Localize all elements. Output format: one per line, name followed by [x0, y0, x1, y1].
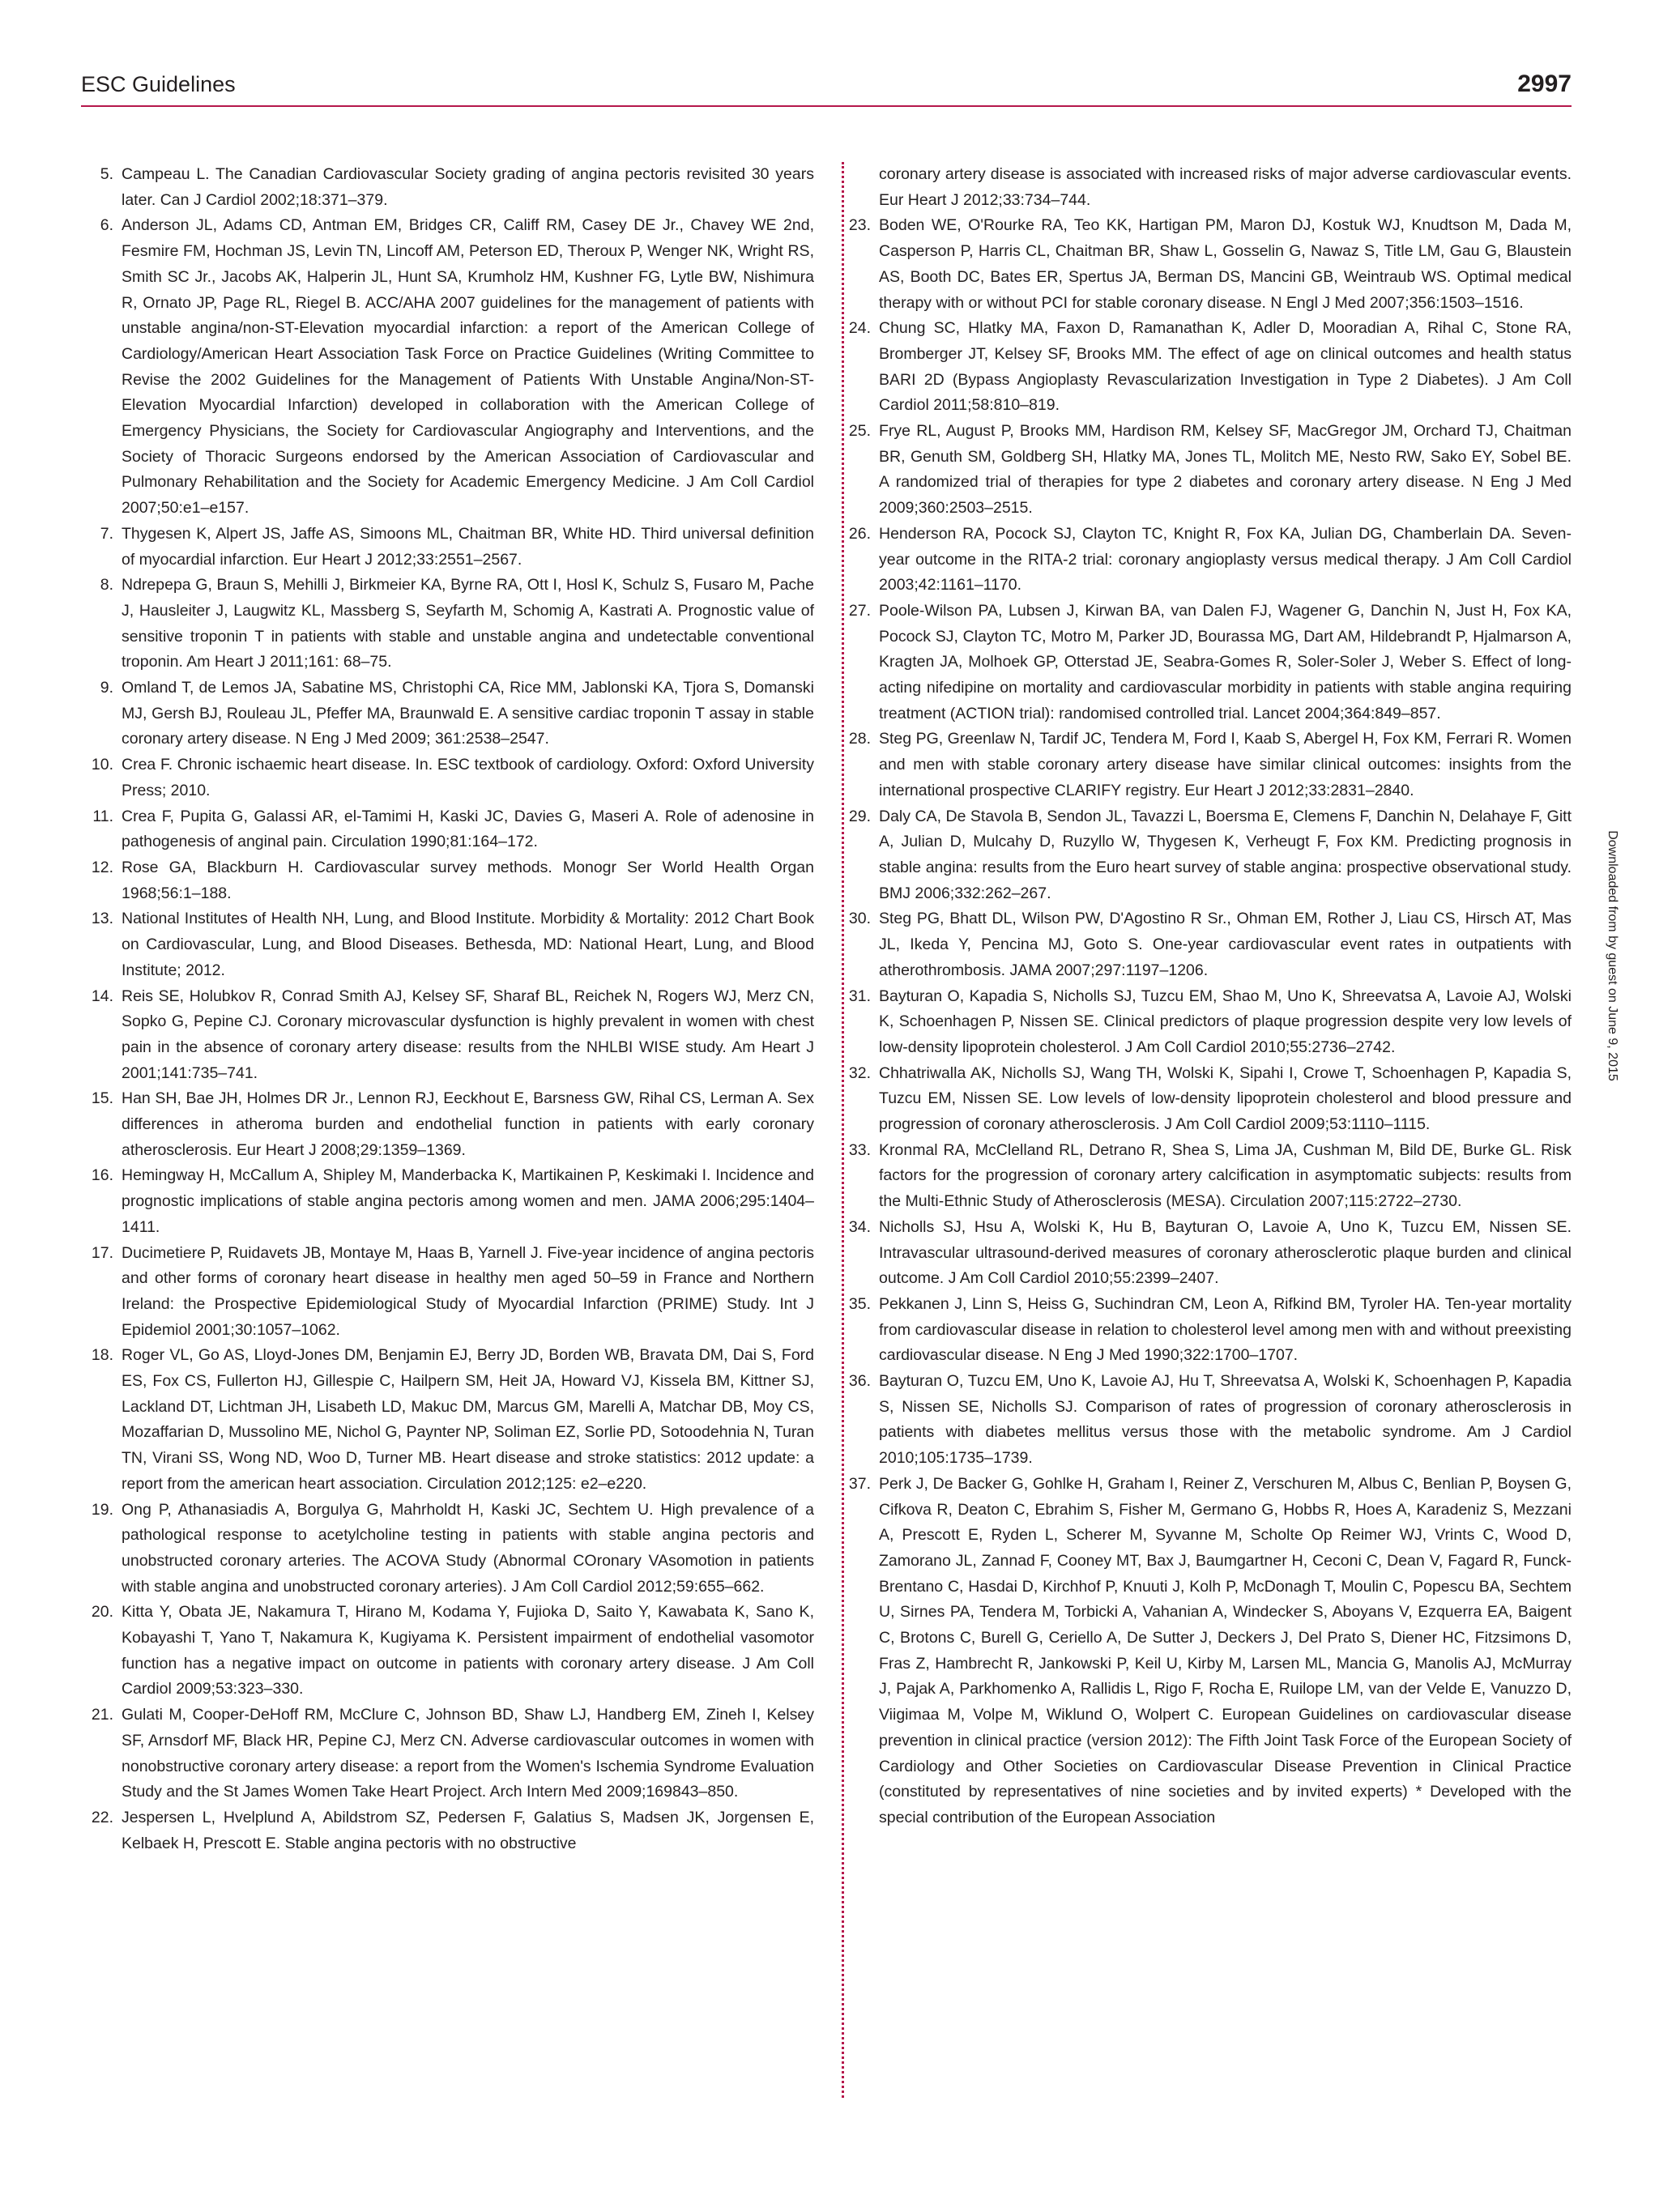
reference-number: 25. — [848, 422, 871, 441]
reference-number: 31. — [848, 987, 871, 1005]
reference-number: 28. — [848, 730, 871, 748]
reference-text: Crea F, Pupita G, Galassi AR, el-Tamimi H, Kaski JC, Davies G, Maseri A. Role of adenosine in pathogenesis of anginal pain. Circulation 1990;81:164–172. — [122, 807, 814, 851]
reference-item — [838, 1292, 1572, 1369]
reference-item — [81, 1498, 814, 1600]
reference-item — [838, 522, 1572, 599]
reference-number: 33. — [848, 1140, 871, 1159]
reference-number: 13. — [91, 910, 113, 928]
reference-item — [81, 573, 814, 676]
reference-text: Chhatriwalla AK, Nicholls SJ, Wang TH, Wolski K, Sipahi I, Crowe T, Schoenhagen P, Kapadia S, Tuzcu EM, Nissen SE. Low levels of low-density lipoprotein cholesterol and blood pressure and progression of coronary atherosclerosis. J Am Coll Cardiol 2009;53:1110–1115. — [879, 1063, 1572, 1134]
reference-number: 29. — [848, 807, 871, 825]
reference-number: 37. — [848, 1474, 871, 1493]
reference-number: 34. — [848, 1217, 871, 1236]
reference-item — [838, 1138, 1572, 1215]
reference-item — [838, 599, 1572, 727]
reference-number: 20. — [91, 1603, 113, 1622]
reference-item — [838, 1215, 1572, 1292]
reference-number: 16. — [91, 1166, 113, 1185]
reference-text: Ducimetiere P, Ruidavets JB, Montaye M, Haas B, Yarnell J. Five-year incidence of angina pectoris and other forms of coronary heart disease in healthy men aged 50–59 in France and Northern Ireland: the Prospective Epidemiological Study of Myocardial Infarction (PRIME) Study. Int J Epidemiol 2001;30:1057–1062. — [122, 1243, 814, 1339]
reference-text: Pekkanen J, Linn S, Heiss G, Suchindran CM, Leon A, Rifkind BM, Tyroler HA. Ten-year mortality from cardiovascular disease in relation to cholesterol level among men with and without preexisting cardiovascular disease. N Eng J Med 1990;322:1700–1707. — [879, 1294, 1572, 1365]
reference-text: Bayturan O, Kapadia S, Nicholls SJ, Tuzcu EM, Shao M, Uno K, Shreevatsa A, Lavoie AJ, Wolski K, Schoenhagen P, Nissen SE. Clinical predictors of plaque progression despite very low levels of low-density lipoprotein cholesterol. J Am Coll Cardiol 2010;55:2736–2742. — [879, 987, 1572, 1056]
reference-text: Boden WE, O'Rourke RA, Teo KK, Hartigan PM, Maron DJ, Kostuk WJ, Knudtson M, Dada M, Casperson P, Harris CL, Chaitman BR, Shaw L, Gosselin G, Nawaz S, Title LM, Gau G, Blaustein AS, Booth DC, Bates ER, Spertus JA, Berman DS, Mancini GB, Weintraub WS. Optimal medical therapy with or without PCI for stable coronary disease. N Engl J Med 2007;356:1503–1516. — [879, 216, 1572, 312]
reference-item — [81, 1703, 814, 1805]
reference-number: 12. — [91, 858, 113, 876]
reference-number: 21. — [91, 1706, 113, 1724]
reference-number: 30. — [848, 910, 871, 928]
reference-number: 11. — [92, 807, 113, 825]
reference-number: 32. — [848, 1063, 871, 1082]
reference-list-left — [81, 162, 814, 1856]
reference-item — [838, 906, 1572, 983]
reference-item — [838, 984, 1572, 1061]
reference-item — [838, 419, 1572, 522]
reference-item — [81, 906, 814, 983]
reference-item — [838, 1369, 1572, 1472]
reference-item — [81, 676, 814, 752]
reference-column-right — [838, 162, 1572, 1831]
reference-text: Kitta Y, Obata JE, Nakamura T, Hirano M, Kodama Y, Fujioka D, Saito Y, Kawabata K, Sano K, Kobayashi T, Yano T, Nakamura K, Kugiyama K. Persistent impairment of endothelial vasomotor function has a negative impact on outcome in patients with coronary artery disease. J Am Coll Cardiol 2009;53:323–330. — [122, 1603, 814, 1698]
reference-number: 18. — [91, 1346, 113, 1365]
download-watermark: Downloaded from by guest on June 9, 2015 — [1606, 830, 1619, 1081]
reference-item — [838, 1061, 1572, 1138]
running-title: ESC Guidelines — [81, 72, 236, 96]
reference-number: 14. — [91, 987, 113, 1005]
reference-item — [81, 162, 814, 213]
reference-text: Kronmal RA, McClelland RL, Detrano R, Shea S, Lima JA, Cushman M, Bild DE, Burke GL. Risk factors for the progression of coronary artery calcification in asymptomatic subjects: results from the Multi-Ethnic Study of Atherosclerosis (MESA). Circulation 2007;115:2722–2730. — [879, 1140, 1572, 1211]
reference-number: 22. — [91, 1809, 113, 1826]
reference-text: Jespersen L, Hvelplund A, Abildstrom SZ, Pedersen F, Galatius S, Madsen JK, Jorgensen E, Kelbaek H, Prescott E. Stable angina pectoris with no obstructive — [122, 1809, 814, 1852]
reference-item — [81, 1086, 814, 1163]
reference-number: 24. — [848, 319, 871, 338]
reference-text: Henderson RA, Pocock SJ, Clayton TC, Knight R, Fox KA, Julian DG, Chamberlain DA. Seven-year outcome in the RITA-2 trial: coronary angioplasty versus medical therapy. J Am Coll Cardiol 2003;42:1161–1170. — [879, 524, 1572, 595]
reference-text: Steg PG, Greenlaw N, Tardif JC, Tendera M, Ford I, Kaab S, Abergel H, Fox KM, Ferrari R. Women and men with stable coronary artery disease have similar clinical outcomes: insights from the international prospective CLARIFY registry. Eur Heart J 2012;33:2831–2840. — [879, 730, 1572, 799]
reference-number: 8. — [100, 576, 113, 595]
reference-text: Omland T, de Lemos JA, Sabatine MS, Christophi CA, Rice MM, Jablonski KA, Tjora S, Domanski MJ, Gersh BJ, Rouleau JL, Pfeffer MA, Braunwald E. A sensitive cardiac troponin T assay in stable coronary artery disease. N Eng J Med 2009; 361:2538–2547. — [122, 679, 814, 748]
reference-list-right — [838, 162, 1572, 1831]
reference-number: 9. — [100, 679, 113, 697]
reference-item — [81, 213, 814, 521]
reference-item — [81, 855, 814, 906]
reference-text: Han SH, Bae JH, Holmes DR Jr., Lennon RJ, Eeckhout E, Barsness GW, Rihal CS, Lerman A. Sex differences in atheroma burden and endothelial function in patients with early coronary atherosclerosis. Eur Heart J 2008;29:1359–1369. — [122, 1089, 814, 1159]
reference-item — [81, 522, 814, 573]
reference-text: Ndrepepa G, Braun S, Mehilli J, Birkmeier KA, Byrne RA, Ott I, Hosl K, Schulz S, Fusaro M, Pache J, Hausleiter J, Laugwitz KL, Massberg S, Seyfarth M, Schomig A, Kastrati A. Prognostic value of sensitive troponin T in patients with stable and unstable angina and undetectable conventional troponin. Am Heart J 2011;161: 68–75. — [122, 576, 814, 671]
reference-item — [838, 804, 1572, 907]
page-number: 2997 — [1517, 70, 1572, 97]
reference-number: 15. — [91, 1089, 113, 1108]
reference-item — [81, 752, 814, 803]
reference-number: 35. — [848, 1294, 871, 1313]
reference-text: coronary artery disease is associated with increased risks of major adverse cardiovascular events. Eur Heart J 2012;33:734–744. — [879, 165, 1572, 209]
reference-text: Roger VL, Go AS, Lloyd-Jones DM, Benjamin EJ, Berry JD, Borden WB, Bravata DM, Dai S, Ford ES, Fox CS, Fullerton HJ, Gillespie C, Hailpern SM, Heit JA, Howard VJ, Kissela BM, Kittner SJ, Lackland DT, Lichtman JH, Lisabeth LD, Makuc DM, Marcus GM, Marelli A, Matchar DB, Moy CS, Mozaffarian D, Mussolino ME, Nichol G, Paynter NP, Soliman EZ, Sorlie PD, Sotoodehnia N, Turan TN, Virani SS, Wong ND, Woo D, Turner MB. Heart disease and stroke statistics: 2012 update: a report from the american heart association. Circulation 2012;125: e2–e220. — [122, 1346, 814, 1493]
reference-text: National Institutes of Health NH, Lung, and Blood Institute. Morbidity & Mortality: 2012 Chart Book on Cardiovascular, Lung, and Blood Diseases. Bethesda, MD: National Heart, Lung, and Blood Institute; 2012. — [122, 910, 814, 979]
reference-text: Bayturan O, Tuzcu EM, Uno K, Lavoie AJ, Hu T, Shreevatsa A, Wolski K, Schoenhagen P, Kapadia S, Nissen SE, Nicholls SJ. Comparison of rates of progression of coronary atherosclerosis in patients with diabetes mellitus versus those with the metabolic syndrome. Am J Cardiol 2010;105:1735–1739. — [879, 1372, 1572, 1468]
reference-text: Anderson JL, Adams CD, Antman EM, Bridges CR, Califf RM, Casey DE Jr., Chavey WE 2nd, Fesmire FM, Hochman JS, Levin TN, Lincoff AM, Peterson ED, Theroux P, Wenger NK, Wright RS, Smith SC Jr., Jacobs AK, Halperin JL, Hunt SA, Krumholz HM, Kushner FG, Lytle BW, Nishimura R, Ornato JP, Page RL, Riegel B. ACC/AHA 2007 guidelines for the management of patients with unstable angina/non-ST-Elevation myocardial infarction: a report of the American College of Cardiology/American Heart Association Task Force on Practice Guidelines (Writing Committee to Revise the 2002 Guidelines for the Management of Patients With Unstable Angina/Non-ST-Elevation Myocardial Infarction) developed in collaboration with the American College of Emergency Physicians, the Society for Cardiovascular Angiography and Interventions, and the Society of Thoracic Surgeons endorsed by the American Association of Cardiovascular and Pulmonary Rehabilitation and the Society for Academic Emergency Medicine. J Am Coll Cardiol 2007;50:e1–e157. — [122, 216, 814, 518]
reference-text: Poole-Wilson PA, Lubsen J, Kirwan BA, van Dalen FJ, Wagener G, Danchin N, Just H, Fox KA, Pocock SJ, Clayton TC, Motro M, Parker JD, Bourassa MG, Dart AM, Hildebrandt P, Hjalmarson A, Kragten JA, Molhoek GP, Otterstad JE, Seabra-Gomes R, Soler-Soler J, Weber S. Effect of long-acting nifedipine on mortality and cardiovascular morbidity in patients with stable angina requiring treatment (ACTION trial): randomised controlled trial. Lancet 2004;364:849–857. — [879, 601, 1572, 722]
reference-number: 23. — [848, 216, 871, 235]
reference-item — [838, 213, 1572, 316]
reference-column-left — [81, 162, 814, 1856]
reference-number: 27. — [848, 601, 871, 620]
reference-text: Perk J, De Backer G, Gohlke H, Graham I, Reiner Z, Verschuren M, Albus C, Benlian P, Boysen G, Cifkova R, Deaton C, Ebrahim S, Fisher M, Germano G, Hobbs R, Hoes A, Karadeniz S, Mezzani A, Prescott E, Ryden L, Scherer M, Syvanne M, Scholte Op Reimer WJ, Vrints C, Wood D, Zamorano JL, Zannad F, Cooney MT, Bax J, Baumgartner H, Ceconi C, Dean V, Fagard R, Funck-Brentano C, Hasdai D, Kirchhof P, Knuuti J, Kolh P, McDonagh T, Moulin C, Popescu BA, Sechtem U, Sirnes PA, Tendera M, Torbicki A, Vahanian A, Windecker S, Aboyans V, Ezquerra EA, Baigent C, Brotons C, Burell G, Ceriello A, De Sutter J, Deckers J, Del Prato S, Diener HC, Fitzsimons D, Fras Z, Hambrecht R, Jankowski P, Keil U, Kirby M, Larsen ML, Mancia G, Manolis AJ, McMurray J, Pajak A, Parkhomenko A, Rallidis L, Rigo F, Rocha E, Ruilope LM, van der Velde E, Vanuzzo D, Viigimaa M, Volpe M, Wiklund O, Wolpert C. European Guidelines on cardiovascular disease prevention in clinical practice (version 2012): The Fifth Joint Task Force of the European Society of Cardiology and Other Societies on Cardiovascular Disease Prevention in Clinical Practice (constituted by representatives of nine societies and by invited experts) * Developed with the special contribution of the European Association — [879, 1474, 1572, 1826]
reference-text: Campeau L. The Canadian Cardiovascular Society grading of angina pectoris revisited 30 years later. Can J Cardiol 2002;18:371–379. — [122, 165, 814, 209]
reference-item — [81, 1163, 814, 1240]
page-header — [81, 66, 1572, 102]
header-rule — [81, 105, 1572, 107]
reference-text: Chung SC, Hlatky MA, Faxon D, Ramanathan K, Adler D, Mooradian A, Rihal C, Stone RA, Bromberger JT, Kelsey SF, Brooks MM. The effect of age on clinical outcomes and health status BARI 2D (Bypass Angioplasty Revascularization Investigation in Type 2 Diabetes). J Am Coll Cardiol 2011;58:810–819. — [879, 319, 1572, 415]
reference-item — [81, 1805, 814, 1856]
reference-item — [81, 804, 814, 855]
reference-text: Daly CA, De Stavola B, Sendon JL, Tavazzi L, Boersma E, Clemens F, Danchin N, Delahaye F, Gitt A, Julian D, Mulcahy D, Ruzyllo W, Thygesen K, Verheugt F, Fox KM. Predicting prognosis in stable angina: results from the Euro heart survey of stable angina: prospective observational study. BMJ 2006;332:262–267. — [879, 807, 1572, 902]
reference-number: 7. — [100, 524, 113, 543]
reference-text: Hemingway H, McCallum A, Shipley M, Manderbacka K, Martikainen P, Keskimaki I. Incidence and prognostic implications of stable angina pectoris among women and men. JAMA 2006;295:1404–1411. — [122, 1166, 814, 1236]
reference-number: 17. — [91, 1243, 113, 1262]
reference-text: Ong P, Athanasiadis A, Borgulya G, Mahrholdt H, Kaski JC, Sechtem U. High prevalence of a pathological response to acetylcholine testing in patients with stable angina pectoris and unobstructed coronary arteries. The ACOVA Study (Abnormal COronary VAsomotion in patients with stable angina and unobstructed coronary arteries). J Am Coll Cardiol 2012;59:655–662. — [122, 1500, 814, 1596]
reference-item — [81, 984, 814, 1087]
reference-number: 19. — [91, 1500, 113, 1519]
reference-number: 5. — [100, 165, 113, 183]
reference-text: Crea F. Chronic ischaemic heart disease. In. ESC textbook of cardiology. Oxford: Oxford University Press; 2010. — [122, 756, 814, 799]
reference-item — [81, 1241, 814, 1344]
reference-number: 6. — [100, 216, 113, 235]
reference-text: Rose GA, Blackburn H. Cardiovascular survey methods. Monogr Ser World Health Organ 1968;56:1–188. — [122, 858, 814, 902]
reference-text: Nicholls SJ, Hsu A, Wolski K, Hu B, Bayturan O, Lavoie A, Uno K, Tuzcu EM, Nissen SE. Intravascular ultrasound-derived measures of coronary atherosclerotic plaque burden and clinical outcome. J Am Coll Cardiol 2010;55:2399–2407. — [879, 1217, 1572, 1288]
reference-number: 10. — [91, 756, 113, 774]
reference-text: Gulati M, Cooper-DeHoff RM, McClure C, Johnson BD, Shaw LJ, Handberg EM, Zineh I, Kelsey SF, Arnsdorf MF, Black HR, Pepine CJ, Merz CN. Adverse cardiovascular outcomes in women with nonobstructive coronary artery disease: a report from the Women's Ischemia Syndrome Evaluation Study and the St James Women Take Heart Project. Arch Intern Med 2009;169843–850. — [122, 1706, 814, 1801]
reference-item — [81, 1600, 814, 1703]
reference-item — [838, 316, 1572, 419]
reference-text: Frye RL, August P, Brooks MM, Hardison RM, Kelsey SF, MacGregor JM, Orchard TJ, Chaitman BR, Genuth SM, Goldberg SH, Hlatky MA, Jones TL, Molitch ME, Nesto RW, Sako EY, Sobel BE. A randomized trial of therapies for type 2 diabetes and coronary artery disease. N Eng J Med 2009;360:2503–2515. — [879, 422, 1572, 518]
reference-text: Reis SE, Holubkov R, Conrad Smith AJ, Kelsey SF, Sharaf BL, Reichek N, Rogers WJ, Merz CN, Sopko G, Pepine CJ. Coronary microvascular dysfunction is highly prevalent in women with chest pain in the absence of coronary artery disease: results from the NHLBI WISE study. Am Heart J 2001;141:735–741. — [122, 987, 814, 1082]
reference-number: 36. — [848, 1372, 871, 1391]
reference-item — [838, 1472, 1572, 1831]
reference-number: 26. — [848, 524, 871, 543]
reference-text: Steg PG, Bhatt DL, Wilson PW, D'Agostino R Sr., Ohman EM, Rother J, Liau CS, Hirsch AT, Mas JL, Ikeda Y, Pencina MJ, Goto S. One-year cardiovascular event rates in outpatients with atherothrombosis. JAMA 2007;297:1197–1206. — [879, 910, 1572, 979]
reference-item — [838, 727, 1572, 803]
reference-item — [838, 162, 1572, 213]
reference-item — [81, 1343, 814, 1497]
reference-text: Thygesen K, Alpert JS, Jaffe AS, Simoons ML, Chaitman BR, White HD. Third universal definition of myocardial infarction. Eur Heart J 2012;33:2551–2567. — [122, 524, 814, 569]
